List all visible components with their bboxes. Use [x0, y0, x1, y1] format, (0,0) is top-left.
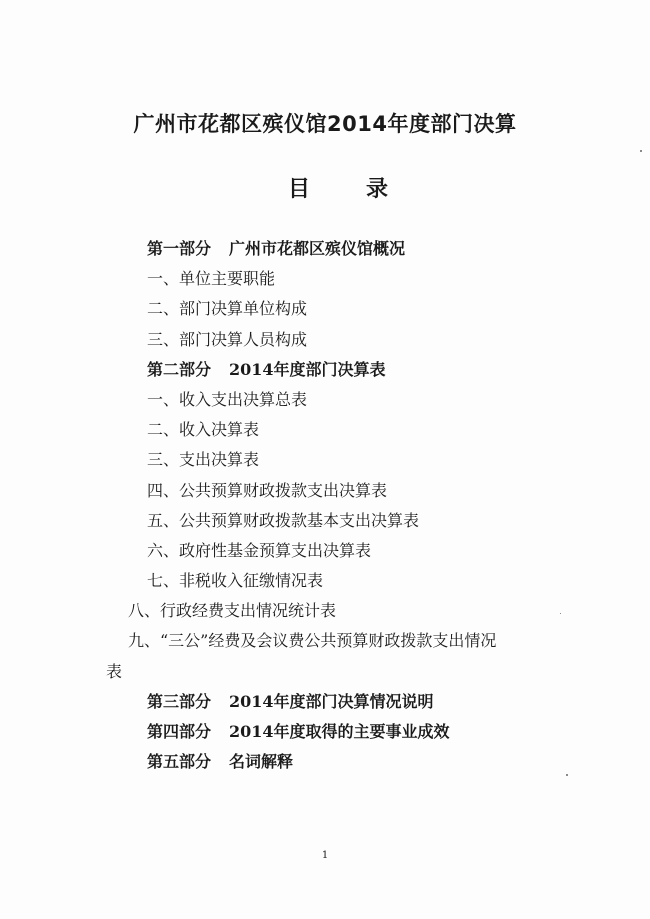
toc-part-1	[0, 234, 650, 264]
toc-heading-char-2: 录	[365, 177, 388, 202]
scan-speck	[566, 774, 568, 776]
part-number: 第三部分	[147, 691, 212, 711]
part-title: 2014年度取得的主要事业成效	[229, 722, 450, 741]
part-title: 名词解释	[229, 752, 294, 772]
toc-item: 九、“三公”经费及会议费公共预算财政拨款支出情况	[128, 631, 497, 651]
toc-part-5	[0, 747, 650, 777]
toc-item: 六、政府性基金预算支出决算表	[147, 540, 372, 560]
toc-item: 二、收入决算表	[147, 420, 260, 440]
part-title: 广州市花都区殡仪馆概况	[229, 239, 406, 258]
toc-item: 四、公共预算财政拨款支出决算表	[147, 480, 388, 500]
toc-heading	[288, 172, 388, 203]
toc-item: 三、支出决算表	[147, 450, 260, 470]
toc-item: 八、行政经费支出情况统计表	[128, 601, 337, 621]
toc-heading-char-1: 目	[288, 177, 311, 202]
toc-part-4	[0, 717, 650, 747]
toc-item: 五、公共预算财政拨款基本支出决算表	[147, 510, 420, 530]
toc-item: 一、收入支出决算总表	[147, 389, 308, 409]
toc-item: 三、部门决算人员构成	[147, 329, 308, 349]
document-title: 广州市花都区殡仪馆2014年度部门决算	[133, 112, 517, 136]
part-number: 第五部分	[147, 752, 212, 772]
toc-part-3	[0, 687, 650, 717]
toc-item-continuation: 表	[106, 661, 123, 681]
scan-speck	[560, 613, 561, 614]
toc-item: 二、部门决算单位构成	[147, 299, 308, 319]
scan-speck	[640, 150, 642, 152]
part-title: 2014年度部门决算情况说明	[229, 691, 434, 711]
part-title: 2014年度部门决算表	[229, 359, 386, 379]
toc-item: 一、单位主要职能	[147, 269, 276, 289]
toc-item: 七、非税收入征缴情况表	[147, 571, 324, 591]
table-of-contents	[0, 234, 650, 777]
part-number: 第四部分	[147, 722, 212, 741]
part-number: 第一部分	[147, 239, 212, 258]
part-number: 第二部分	[147, 359, 212, 379]
page-number: 1	[321, 850, 329, 861]
toc-part-2	[0, 355, 650, 385]
